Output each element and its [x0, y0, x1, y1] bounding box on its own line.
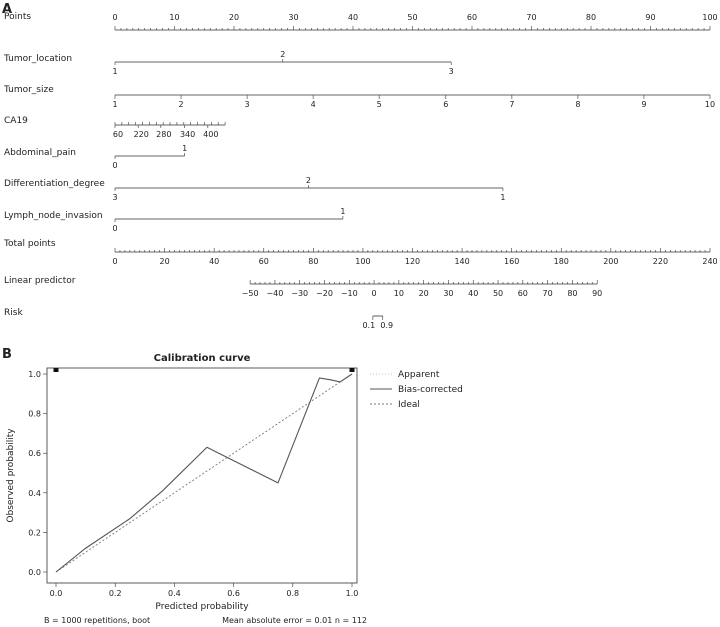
differentiation-degree-tick-label: 1: [500, 193, 506, 202]
series-line-ideal: [56, 374, 352, 572]
rug-mark: [350, 368, 355, 372]
risk-tick-label: 0.1: [362, 321, 376, 330]
panel-label-b: B: [2, 347, 12, 362]
points-tick-label: 100: [702, 13, 718, 22]
ca19-tick-label: 60: [112, 130, 124, 139]
points-tick-label: 60: [466, 13, 478, 22]
tumor-size-tick-label: 6: [443, 100, 449, 109]
legend-label-ideal: Ideal: [398, 400, 420, 410]
total-points-tick-label: 200: [603, 257, 619, 266]
linear-predictor-tick-label: 60: [517, 289, 528, 298]
lymph-node-invasion-tick-label: 1: [340, 207, 346, 216]
tumor-location-tick-label: 3: [448, 67, 454, 76]
scale-label-linear-predictor: Linear predictor: [4, 276, 76, 286]
points-tick-label: 80: [585, 13, 597, 22]
linear-predictor-tick-label: 90: [592, 289, 603, 298]
linear-predictor-tick-label: −10: [340, 289, 358, 298]
x-tick-label: 1.0: [345, 589, 359, 598]
linear-predictor-tick-label: 40: [468, 289, 479, 298]
y-tick-label: 0.8: [28, 409, 41, 419]
risk-tick-label: 0.9: [380, 321, 394, 330]
x-tick-label: 0.4: [168, 589, 181, 598]
legend-label-bias-corrected: Bias-corrected: [398, 385, 463, 395]
tumor-location-tick-label: 1: [112, 67, 118, 76]
linear-predictor-tick-label: 0: [371, 289, 377, 298]
chart-title: Calibration curve: [153, 353, 251, 364]
x-tick-label: 0.0: [49, 589, 63, 598]
calibration-panel: [6, 353, 463, 625]
scale-label-lymph-node-invasion: Lymph_node_invasion: [4, 211, 103, 221]
points-tick-label: 40: [347, 13, 359, 22]
tumor-size-tick-label: 8: [575, 100, 581, 109]
points-tick-label: 90: [645, 13, 656, 22]
rug-mark: [54, 368, 59, 372]
ca19-tick-label: 220: [133, 130, 149, 139]
nomogram-panel: [3, 12, 718, 330]
points-tick-label: 20: [228, 13, 240, 22]
ca19-tick-label: 400: [203, 130, 219, 139]
y-axis-label: Observed probability: [6, 428, 16, 523]
total-points-tick-label: 240: [702, 257, 718, 266]
linear-predictor-tick-label: −50: [241, 289, 259, 298]
total-points-tick-label: 60: [258, 257, 269, 266]
linear-predictor-tick-label: 70: [542, 289, 553, 298]
total-points-tick-label: 180: [553, 257, 569, 266]
linear-predictor-tick-label: 30: [443, 289, 454, 298]
footnote-left: B = 1000 repetitions, boot: [44, 616, 151, 625]
scale-label-abdominal-pain: Abdominal_pain: [4, 148, 77, 158]
y-tick-label: 1.0: [28, 370, 41, 379]
y-tick-label: 0.4: [28, 488, 41, 498]
tumor-size-tick-label: 4: [310, 100, 316, 109]
x-tick-label: 0.2: [108, 589, 122, 598]
scale-label-ca19: CA19: [4, 116, 28, 126]
tumor-location-tick-label: 2: [280, 50, 286, 59]
tumor-size-tick-label: 7: [509, 100, 515, 109]
points-tick-label: 50: [407, 13, 418, 22]
points-tick-label: 30: [288, 13, 299, 22]
footnote-right: Mean absolute error = 0.01 n = 112: [222, 616, 367, 625]
y-tick-label: 0.2: [28, 528, 41, 538]
y-tick-label: 0.6: [28, 449, 41, 459]
total-points-tick-label: 160: [504, 257, 520, 266]
differentiation-degree-tick-label: 2: [305, 176, 311, 185]
abdominal-pain-tick-label: 1: [182, 144, 188, 153]
differentiation-degree-tick-label: 3: [112, 193, 118, 202]
lymph-node-invasion-tick-label: 0: [112, 224, 118, 233]
total-points-tick-label: 120: [404, 257, 421, 266]
x-axis-label: Predicted probability: [155, 602, 249, 612]
total-points-tick-label: 0: [112, 257, 118, 266]
linear-predictor-tick-label: −20: [316, 289, 333, 298]
legend-label-apparent: Apparent: [398, 370, 440, 380]
scale-label-risk: Risk: [4, 308, 23, 318]
linear-predictor-tick-label: 50: [492, 289, 504, 298]
tumor-size-tick-label: 2: [178, 100, 184, 109]
tumor-size-tick-label: 1: [112, 100, 118, 109]
tumor-size-tick-label: 10: [704, 100, 716, 109]
total-points-tick-label: 100: [355, 257, 371, 266]
x-tick-label: 0.8: [286, 589, 300, 598]
linear-predictor-tick-label: 20: [418, 289, 429, 298]
points-tick-label: 0: [112, 13, 118, 22]
scale-label-tumor-size: Tumor_size: [4, 85, 54, 95]
linear-predictor-tick-label: 10: [393, 289, 404, 298]
panel-label-a: A: [2, 2, 13, 17]
x-tick-label: 0.6: [227, 589, 240, 598]
tumor-size-tick-label: 5: [376, 100, 382, 109]
linear-predictor-tick-label: −40: [266, 289, 284, 298]
linear-predictor-tick-label: −30: [291, 289, 309, 298]
scale-label-differentiation-degree: Differentiation_degree: [4, 179, 105, 189]
scale-label-total-points: Total points: [4, 239, 56, 249]
total-points-tick-label: 80: [308, 257, 319, 266]
points-tick-label: 70: [526, 13, 537, 22]
points-tick-label: 10: [169, 13, 180, 22]
scale-label-points: Points: [4, 12, 32, 22]
linear-predictor-tick-label: 80: [567, 289, 578, 298]
tumor-size-tick-label: 3: [244, 100, 250, 109]
abdominal-pain-tick-label: 0: [112, 161, 118, 170]
total-points-tick-label: 40: [209, 257, 220, 266]
y-tick-label: 0.0: [28, 568, 41, 577]
total-points-tick-label: 140: [454, 257, 470, 266]
total-points-tick-label: 220: [652, 257, 669, 266]
tumor-size-tick-label: 9: [641, 100, 647, 109]
scale-label-tumor-location: Tumor_location: [4, 54, 73, 64]
total-points-tick-label: 20: [159, 257, 170, 266]
ca19-tick-label: 280: [156, 130, 172, 139]
ca19-tick-label: 340: [179, 130, 196, 139]
